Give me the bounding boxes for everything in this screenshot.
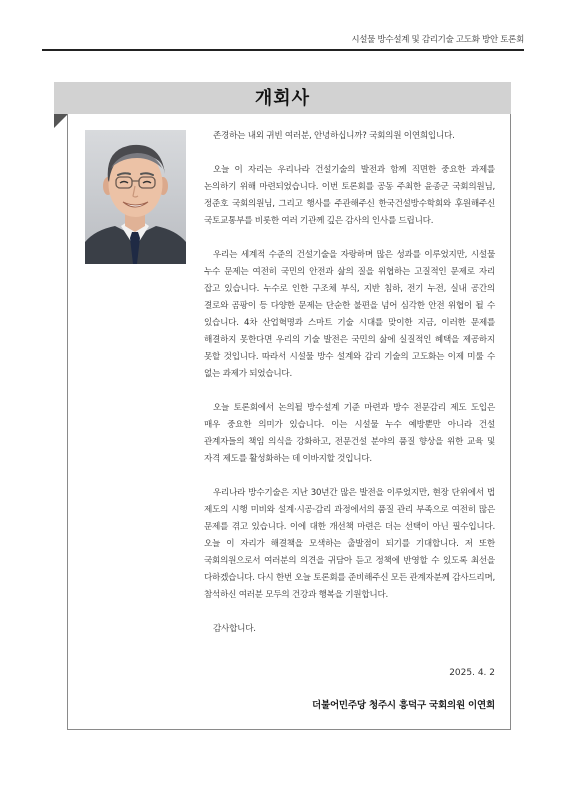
speech-paragraph-greeting: 존경하는 내외 귀빈 여러분, 안녕하십니까? 국회의원 이연희입니다. (213, 131, 455, 141)
section-title-band (54, 82, 511, 114)
speech-paragraph-outlook: 우리나라 방수기술은 지난 30년간 많은 발전을 이루었지만, 현장 단위에서 법 제도의 시행 미비와 설계·시공·감리 과정에서의 품질 관리 부족으로 여전히 많은 문제를 겪고 있습니다. 이에 대한 개선책 마련은 더는 선택이 아닌 필수입니다. 오늘 이 자리가 해결책을 모색하는 출발점이 되기를 기대합니다. 저 또한 국회의원으로서 여러분의 의견을 귀담아 듣고 정책에 반영할 수 있도록 최선을 다하겠습니다. 다시 한번 오늘 토론회를 준비해주신 모든 관계자분께 감사드리며, 참석하신 여러분 모두의 건강과 행복을 기원합니다. (204, 488, 495, 600)
title-corner-fold (54, 114, 68, 128)
speech-paragraph-problem: 우리는 세계적 수준의 건설기술을 자랑하며 많은 성과를 이루었지만, 시설물 누수 문제는 여전히 국민의 안전과 삶의 질을 위협하는 고질적인 문제로 자리 잡고 있습니다. 누수로 인한 구조체 부식, 지반 침하, 전기 누전, 실내 공간의 결로와 곰팡이 등 다양한 문제는 단순한 불편을 넘어 심각한 안전 위협이 될 수 있습니다. 4차 산업혁명과 스마트 기술 시대를 맞이한 지금, 이러한 문제를 해결하지 못한다면 우리의 기술 발전은 국민의 삶에 실질적인 혜택을 제공하지 못할 것입니다. 따라서 시설물 방수 설계와 감리 기술의 고도화는 이제 미룰 수 없는 과제가 되었습니다. (204, 250, 495, 379)
section-title: 개회사 (254, 88, 311, 109)
portrait-illustration (85, 130, 186, 264)
header-divider (42, 49, 524, 51)
running-header-title: 시설물 방수설계 및 감리기술 고도화 방안 토론회 (351, 35, 524, 45)
speech-body (204, 128, 495, 638)
portrait-photo (85, 130, 186, 264)
speech-paragraph-purpose: 오늘 이 자리는 우리나라 건설기술의 발전과 함께 직면한 중요한 과제를 논의하기 위해 마련되었습니다. 이번 토론회를 공동 주최한 윤종군 국회의원님, 정준호 국회의원님, 그리고 행사를 주관해주신 한국건설방수학회와 후원해주신 국토교통부를 비롯한 여러 기관께 깊은 감사의 인사를 드립니다. (204, 165, 495, 226)
speech-paragraph-proposal: 오늘 토론회에서 논의될 방수설계 기준 마련과 방수 전문감리 제도 도입은 매우 중요한 의미가 있습니다. 이는 시설물 누수 예방뿐만 아니라 건설 관계자들의 책임 의식을 강화하고, 전문건설 분야의 품질 향상을 위한 교육 및 자격 제도를 활성화하는 데 이바지할 것입니다. (204, 403, 495, 464)
speech-paragraph-closing: 감사합니다. (213, 624, 256, 634)
speech-date: 2025. 4. 2 (449, 668, 495, 678)
speaker-signature: 더불어민주당 청주시 흥덕구 국회의원 이연희 (312, 700, 495, 711)
